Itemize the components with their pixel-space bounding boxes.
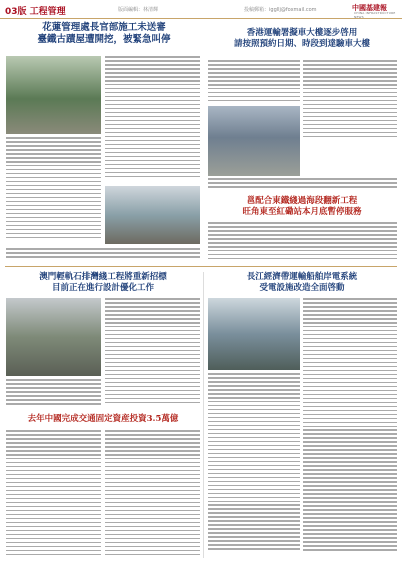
divider xyxy=(5,266,397,267)
article-1-body-col2 xyxy=(105,56,200,182)
article-1-photo-2 xyxy=(105,186,200,244)
article-1-body-col3 xyxy=(6,248,200,262)
article-6-photo xyxy=(208,298,300,370)
article-4-title[interactable]: 澳門輕軌石排灣綫工程將重新招標 目前正在進行設計優化工作 xyxy=(39,272,167,293)
column-divider xyxy=(203,272,204,558)
article-6-body-col2 xyxy=(303,298,397,558)
article-6-title[interactable]: 長江經濟帶運輸船舶岸電系統 受電設施改造全面啓動 xyxy=(246,272,358,293)
article-2-body xyxy=(208,60,300,104)
article-2-body-col3 xyxy=(208,178,397,190)
article-4-body-col2 xyxy=(105,298,200,408)
article-1-title[interactable]: 花蓮管理處長官部施工未送審 臺鐵古蹟屋遭開挖，被緊急叫停 xyxy=(37,22,171,45)
article-2-photo xyxy=(208,106,300,176)
section-label: 03版 工程管理 xyxy=(5,7,66,17)
article-2-title[interactable]: 香港運輸署擬車大樓逐步啓用 請按照預約日期、時段到達驗車大樓 xyxy=(233,28,370,49)
email-label: 投稿郵箱：iggllj@foxmail.com xyxy=(244,7,317,13)
article-1-body xyxy=(6,137,101,243)
article-5-title[interactable]: 去年中國完成交通固定資産投資3.5萬億 xyxy=(27,414,179,424)
article-4-body xyxy=(6,379,101,407)
article-4-photo xyxy=(6,298,101,376)
article-3-body xyxy=(208,222,397,262)
newspaper-logo: 中國基建報 xyxy=(352,4,387,12)
article-5-body xyxy=(6,430,101,558)
article-2-body-col2 xyxy=(303,60,397,140)
editor-label: 版面編輯：林清輝 xyxy=(118,7,159,13)
page-header xyxy=(0,0,402,19)
article-3-title[interactable]: 邕配合東鐵綫過海段翻新工程 旺角東至紅磡站本月底暫停服務 xyxy=(242,196,362,217)
newspaper-logo-sub: CHINA INFRASTRUCTURE NEWS xyxy=(354,11,396,19)
article-1-photo xyxy=(6,56,101,134)
article-6-body xyxy=(208,373,300,558)
article-5-body-col2 xyxy=(105,430,200,558)
